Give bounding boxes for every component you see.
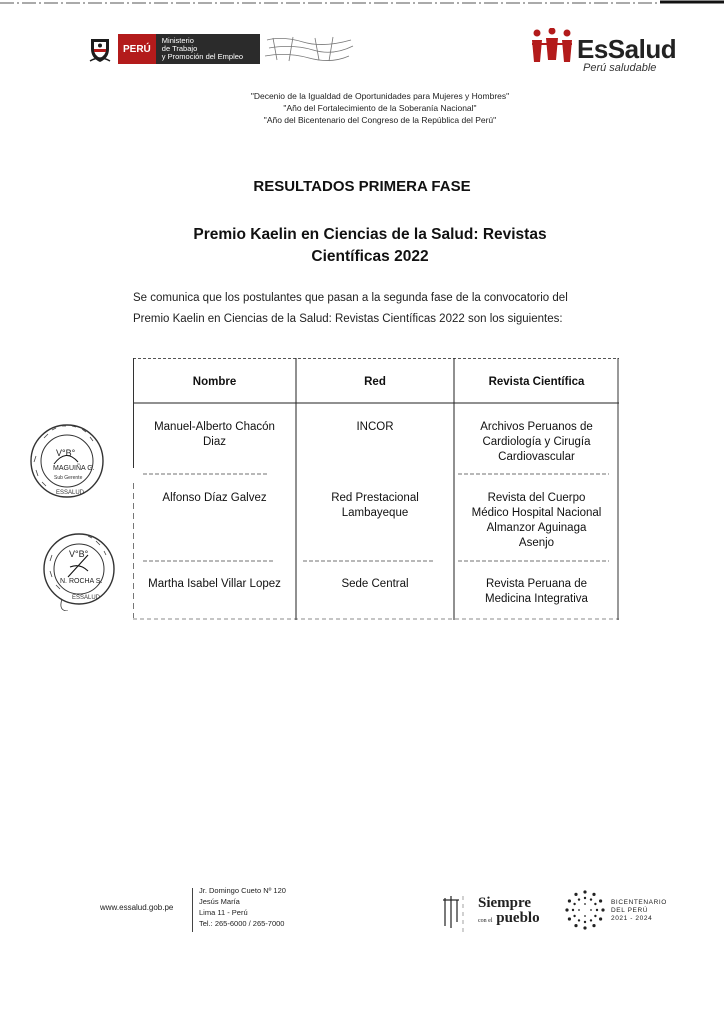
cell-line: Cardiología y Cirugía: [482, 436, 591, 448]
results-table: [133, 358, 619, 620]
approval-seal-stamp: [38, 527, 120, 611]
table-row-2-revista: [454, 491, 619, 551]
footer-website-link[interactable]: www.essalud.gob.pe: [100, 903, 174, 912]
seal-vb-text: V°B°: [56, 448, 76, 458]
table-row-3-revista: [454, 577, 619, 607]
bicentenario-burst-icon: [563, 888, 607, 932]
cell-line: Medicina Integrativa: [485, 593, 588, 605]
cell-line: Martha Isabel Villar Lopez: [148, 578, 281, 590]
footer-address: [199, 885, 286, 929]
table-row-1-nombre: [133, 420, 296, 450]
cell-line: Médico Hospital Nacional: [471, 507, 602, 519]
document-title: RESULTADOS PRIMERA FASE: [253, 178, 471, 195]
seal-name-text: N. ROCHA S.: [60, 578, 103, 585]
siempre-logo-icon: [441, 892, 471, 932]
siempre-word: Siempre: [478, 895, 532, 911]
pueblo-word: pueblo: [496, 910, 540, 926]
ministry-banner: [118, 34, 260, 64]
ministry-label: [156, 34, 260, 64]
cell-line: Red Prestacional: [331, 492, 419, 504]
seal-name-text: MAGUIÑA G.: [53, 465, 95, 472]
essalud-tagline: Perú saludable: [583, 62, 657, 74]
table-row-3-red: [296, 577, 454, 592]
cell-line: Diaz: [202, 436, 226, 448]
official-mottos: [200, 90, 560, 126]
government-logo: [88, 34, 355, 64]
scan-edge-line: [0, 0, 724, 6]
pueblo-line: [478, 911, 540, 929]
cell-line: Almanzor Aguinaga: [486, 522, 587, 534]
ministry-line: Ministerio: [161, 36, 194, 45]
ministry-line: y Promoción del Empleo: [161, 52, 244, 61]
motto-line: "Año del Fortalecimiento de la Soberanía Nacional": [283, 103, 477, 113]
document-subtitle: [160, 224, 580, 268]
address-line: Tel.: 265-6000 / 265-7000: [199, 919, 285, 928]
footer-divider: [192, 888, 193, 932]
seal-ring-text: ESSALUD: [56, 490, 85, 496]
address-line: Jesús María: [199, 897, 240, 906]
header-nombre: Nombre: [192, 376, 237, 388]
cell-line: INCOR: [356, 421, 394, 433]
cell-line: Lambayeque: [341, 507, 409, 519]
seal-role-text: Sub Gerente: [54, 475, 83, 481]
bicent-line: DEL PERÚ: [611, 907, 649, 914]
essalud-brand-name: EsSalud: [577, 34, 677, 64]
motto-line: "Año del Bicentenario del Congreso de la República del Perú": [263, 115, 497, 125]
siempre-con-el-pueblo-logo: [478, 896, 540, 929]
bicentenario-label: [611, 899, 667, 923]
people-figures-icon: [530, 28, 574, 64]
seal-vb-text: V°B°: [69, 549, 89, 559]
bicent-line: BICENTENARIO: [611, 899, 667, 906]
intro-line: Premio Kaelin en Ciencias de la Salud: Revistas Científicas 2022 son los siguientes:: [133, 313, 563, 325]
subtitle-line: Premio Kaelin en Ciencias de la Salud: Revistas: [193, 226, 547, 243]
table-row-3-nombre: [133, 577, 296, 592]
table-row-1-red: [296, 420, 454, 435]
peru-label: PERÚ: [118, 34, 156, 64]
subtitle-line: Científicas 2022: [311, 248, 429, 265]
cell-line: Manuel-Alberto Chacón: [154, 421, 275, 433]
motto-line: "Decenio de la Igualdad de Oportunidades para Mujeres y Hombres": [250, 91, 510, 101]
coat-of-arms-icon: [88, 35, 112, 63]
cell-line: Sede Central: [341, 578, 409, 590]
header-red: Red: [364, 376, 386, 388]
cell-line: Alfonso Díaz Galvez: [162, 492, 267, 504]
con-el-word: con el: [478, 918, 493, 924]
cell-line: Asenjo: [518, 537, 555, 549]
table-row-2-nombre: [133, 491, 296, 506]
seal-ring-text: ESSALUD: [72, 595, 101, 601]
ministry-line: de Trabajo: [161, 44, 198, 53]
address-line: Jr. Domingo Cueto Nº 120: [199, 886, 286, 895]
intro-paragraph: [133, 288, 633, 330]
table-row-2-red: [296, 491, 454, 521]
intro-line: Se comunica que los postulantes que pasan a la segunda fase de la convocatorio del: [133, 292, 568, 304]
approval-seal-stamp: [26, 418, 108, 504]
cell-line: Revista Peruana de: [485, 578, 587, 590]
address-line: Lima 11 - Perú: [199, 908, 248, 917]
cell-line: Revista del Cuerpo: [487, 492, 586, 504]
bicent-line: 2021 - 2024: [611, 915, 653, 922]
cell-line: Cardiovascular: [498, 451, 575, 463]
table-row-1-revista: [454, 420, 619, 465]
header-revista: Revista Científica: [488, 376, 585, 388]
scanned-stamp-smudge: [263, 34, 355, 64]
cell-line: Archivos Peruanos de: [480, 421, 593, 433]
